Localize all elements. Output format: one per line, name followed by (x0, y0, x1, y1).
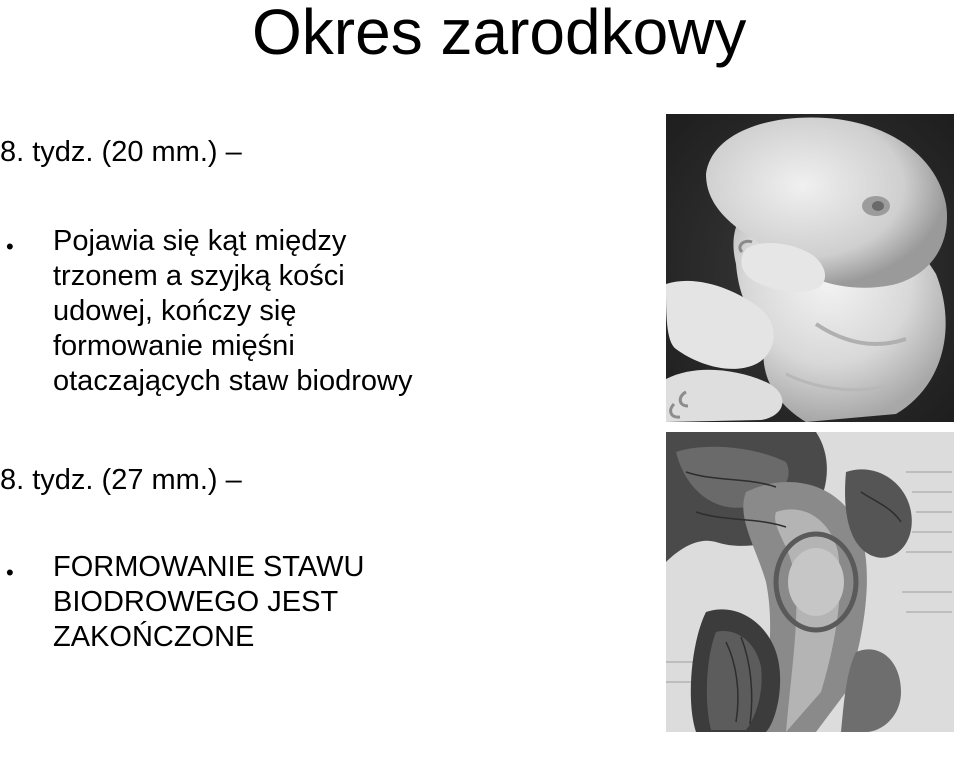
section-2-label: 8. tydz. (27 mm.) – (0, 464, 242, 496)
section-1-line-1: Pojawia się kąt między (53, 225, 347, 257)
embryo-photo-graphic (666, 114, 954, 422)
section-1-line-3: udowej, kończy się (53, 295, 297, 327)
histology-section-photo (666, 432, 954, 732)
section-2-bullet-marker: • (6, 560, 14, 585)
section-2-line-2: BIODROWEGO JEST (53, 586, 339, 618)
section-1-line-2: trzonem a szyjką kości (53, 260, 345, 292)
section-2-line-3: ZAKOŃCZONE (53, 621, 255, 653)
section-1-label: 8. tydz. (20 mm.) – (0, 136, 242, 168)
section-1-line-5: otaczających staw biodrowy (53, 365, 413, 397)
embryo-photo (666, 114, 954, 422)
section-1-bullet-marker: • (6, 234, 14, 259)
section-1-bullet-text (53, 224, 412, 399)
histology-section-graphic (666, 432, 954, 732)
section-2-bullet-text (53, 550, 364, 655)
slide-title: Okres zarodkowy (252, 0, 747, 68)
section-1-line-4: formowanie mięśni (53, 330, 295, 362)
section-2-line-1: FORMOWANIE STAWU (53, 551, 365, 583)
